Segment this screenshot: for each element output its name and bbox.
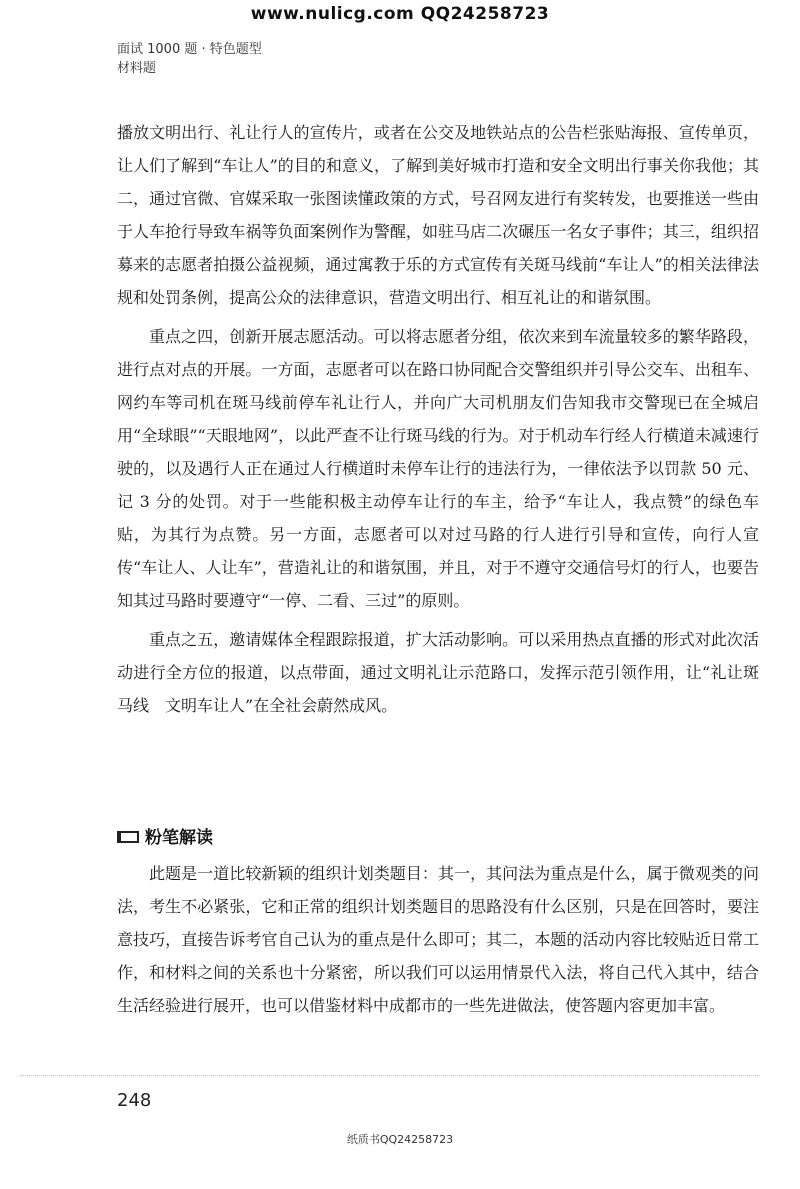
page-number: 248 [117, 1090, 152, 1111]
body-paragraph-1: 播放文明出行、礼让行人的宣传片，或者在公交及地铁站点的公告栏张贴海报、宣传单页，让人们了解到“车让人”的目的和意义，了解到美好城市打造和安全文明出行事关你我他；其二，通过官微、官媒采取一张图读懂政策的方式，号召网友进行有奖转发，也要推送一些由于人车抢行导致车祸等负面案例作为警醒，如驻马店二次碾压一名女子事件；其三，组织招募来的志愿者拍摄公益视频，通过寓教于乐的方式宣传有关斑马线前“车让人”的相关法律法规和处罚条例，提高公众的法律意识，营造文明出行、相互礼让的和谐氛围。 [117, 123, 759, 307]
chapter-title: 材料题 [117, 61, 157, 76]
running-head [117, 40, 262, 78]
book-title: 面试 1000 题 · 特色题型 [117, 42, 262, 57]
analysis-paragraph: 此题是一道比较新颖的组织计划类题目：其一，其问法为重点是什么，属于微观类的问法，考生不必紧张，它和正常的组织计划类题目的思路没有什么区别，只是在回答时，要注意技巧，直接告诉考官自己认为的重点是什么即可；其二，本题的活动内容比较贴近日常工作，和材料之间的关系也十分紧密，所以我们可以运用情景代入法，将自己代入其中，结合生活经验进行展开，也可以借鉴材料中成都市的一些先进做法，使答题内容更加丰富。 [117, 864, 759, 1015]
body-paragraph-3: 重点之五，邀请媒体全程跟踪报道，扩大活动影响。可以采用热点直播的形式对此次活动进行全方位的报道，以点带面，通过文明礼让示范路口，发挥示范引领作用，让“礼让斑马线 文明车让人”在全社会蔚然成风。 [117, 630, 759, 715]
footer-watermark: 纸质书QQ24258723 [346, 1133, 454, 1146]
analysis-text [117, 857, 759, 1022]
scan-noise-line [20, 1075, 760, 1076]
chalk-icon [117, 831, 139, 843]
main-text [117, 116, 759, 728]
section-heading-label: 粉笔解读 [145, 828, 213, 848]
body-paragraph-2: 重点之四，创新开展志愿活动。可以将志愿者分组，依次来到车流量较多的繁华路段，进行点对点的开展。一方面，志愿者可以在路口协同配合交警组织并引导公交车、出租车、网约车等司机在斑马线前停车礼让行人，并向广大司机朋友们告知我市交警现已在全城启用“全球眼”“天眼地网”，以此严查不让行斑马线的行为。对于机动车行经人行横道未减速行驶的，以及遇行人正在通过人行横道时未停车让行的违法行为，一律依法予以罚款 50 元、记 3 分的处罚。对于一些能积极主动停车让行的车主，给予“车让人，我点赞”的绿色车贴，为其行为点赞。另一方面，志愿者可以对过马路的行人进行引导和宣传，向行人宣传“车让人、人让车”，营造礼让的和谐氛围，并且，对于不遵守交通信号灯的行人，也要告知其过马路时要遵守“一停、二看、三过”的原则。 [117, 327, 759, 610]
watermark-header: www.nulicg.com QQ24258723 [250, 4, 550, 24]
section-heading [117, 823, 213, 848]
